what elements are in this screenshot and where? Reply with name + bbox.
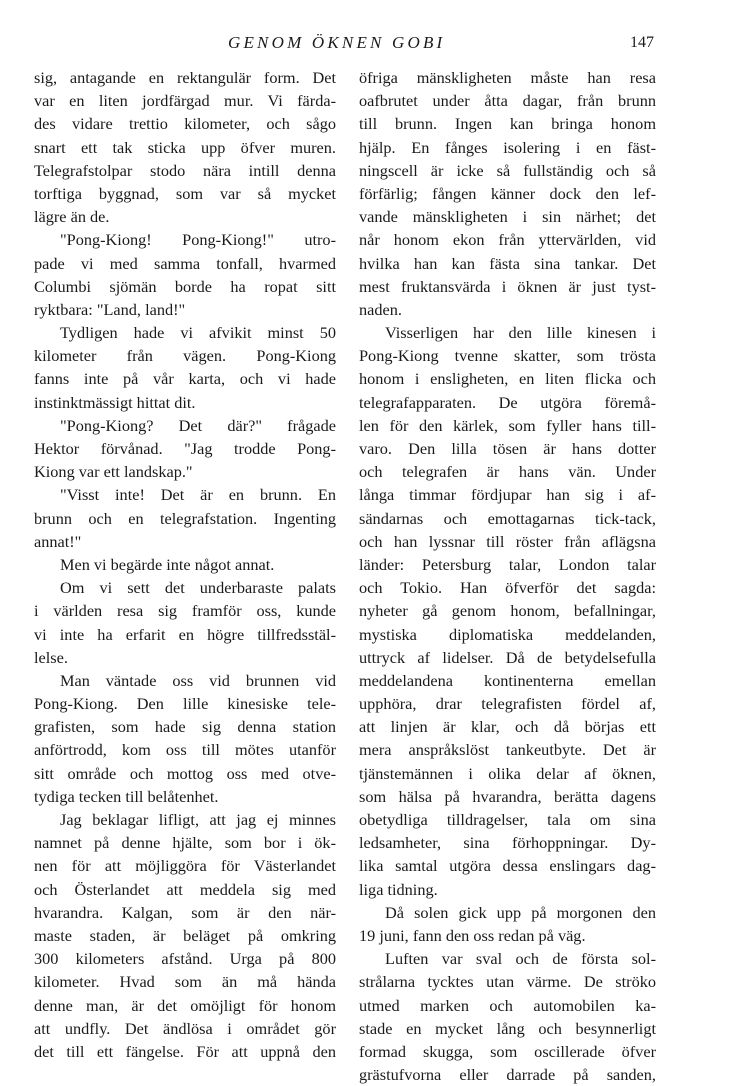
text-line: hvilka han kan fästa sina tankar. Det (359, 253, 656, 273)
text-line: varo. Den lilla tösen är hans dotter (359, 439, 656, 458)
text-line: lika samtal utgöra dessa enslingars dag- (359, 856, 656, 876)
text-line: det till ett fängelse. För att uppnå den (34, 1041, 336, 1061)
text-line: stade en mycket lång och besynnerligt (359, 1018, 656, 1038)
text-line: upphöra, drar telegrafisten fördel af, (359, 694, 656, 714)
text-line: Visserligen har den lille kinesen i (385, 323, 656, 343)
text-line: annat!" (34, 531, 82, 551)
left-column (34, 66, 336, 1063)
text-line: lägre än de. (34, 207, 110, 227)
text-line: kilometer. Hvad som än må hända (34, 972, 336, 992)
text-line: utmed marken och automobilen ka- (359, 995, 656, 1015)
text-line: Då solen gick upp på morgonen den (385, 902, 656, 922)
text-line: att linjen är klar, och då börjas ett (359, 717, 656, 737)
text-line: tydiga tecken till belåtenhet. (34, 786, 219, 806)
text-line: grafisten, som hade sig denna station (34, 717, 336, 737)
text-line: Om vi sett det underbaraste palats (60, 578, 336, 598)
text-line: honom i ensligheten, en liten flicka och (359, 369, 656, 389)
text-line: öfriga mänskligheten måste han resa (359, 68, 656, 87)
text-line: formad skugga, som oscillerade öfver (359, 1041, 656, 1061)
text-line: liga tidning. (359, 879, 438, 899)
text-line: i världen resa sig framför oss, kunde (34, 601, 336, 621)
text-line: länder: Petersburg talar, London talar (359, 554, 656, 574)
text-line: förfärlig; fången känner dock den lef- (359, 183, 656, 203)
text-line: Telegrafstolpar stodo nära intill denna (34, 160, 336, 180)
text-line: mera anspråkslöst tankeutbyte. Det är (359, 740, 656, 760)
text-line: "Visst inte! Det är en brunn. En (60, 485, 336, 505)
text-line: och Tokio. Han öfverför det sagda: (359, 578, 656, 598)
text-line: vande mänskligheten i sin närhet; det (359, 207, 656, 227)
text-line: 300 kilometers afstånd. Urga på 800 (34, 949, 336, 969)
text-line: strålarna tycktes utan värme. De strökо (359, 972, 656, 992)
text-line: når honom ekon från yttervärlden, vid (359, 230, 656, 250)
text-line: fanns inte på vår karta, och vi hade (34, 369, 336, 389)
text-line: nyheter gå genom honom, befallningar, (359, 601, 656, 621)
text-line: snart ett tak sticka upp öfver muren. (34, 137, 336, 157)
text-line: naden. (359, 299, 402, 319)
text-line: Pong-Kiong. Den lille kinesiske tele- (34, 694, 336, 714)
text-line: sitt område och mottog oss med otve- (34, 763, 336, 783)
text-line: nen för att möjliggöra för Västerlandet (34, 856, 336, 876)
text-line: "Pong-Kiong! Pong-Kiong!" utro- (60, 230, 336, 250)
running-title: GENOM ÖKNEN GOBI (228, 33, 446, 52)
text-line: tjänstemännen i olika delar af öknen, (359, 763, 656, 783)
text-line: Pong-Kiong tvenne skatter, som trösta (359, 346, 656, 366)
running-head (0, 33, 736, 57)
text-line: Luften var sval och de första sol- (385, 949, 656, 969)
text-line: kilometer från vägen. Pong-Kiong (34, 346, 336, 366)
text-line: ryktbara: "Land, land!" (34, 299, 186, 319)
text-line: meddelandena kontinenterna emellan (359, 670, 656, 690)
text-line: som hälsa på hvarandra, berätta dagens (359, 786, 656, 806)
text-line: att undfly. Det ändlösa i området gör (34, 1018, 336, 1038)
text-line: len för den kärlek, som fyller hans till- (359, 415, 656, 435)
text-line: instinktmässigt hittat dit. (34, 392, 196, 412)
text-line: torftiga byggnad, som var så mycket (34, 183, 336, 203)
text-line: des vidare trettio kilometer, och sågo (34, 114, 336, 134)
text-line: Columbi sjömän borde ha ropat sitt (34, 276, 336, 296)
text-line: mest fruktansvärda i öknen är just tyst- (359, 276, 656, 296)
text-line: Hektor förvånad. "Jag trodde Pong- (34, 439, 336, 458)
text-line: namnet på denne hjälte, som bor i ök- (34, 833, 336, 853)
text-line: Tydligen hade vi afvikit minst 50 (60, 323, 336, 343)
right-column (359, 66, 656, 1086)
text-line: pade vi med samma tonfall, hvarmed (34, 253, 336, 273)
page-number: 147 (630, 34, 654, 51)
text-line: brunn och en telegrafstation. Ingenting (34, 508, 336, 528)
text-line: 19 juni, fann den oss redan på väg. (359, 925, 586, 945)
text-line: och telegrafen är hans vän. Under (359, 462, 656, 482)
text-line: långa timmar fördjupar han sig i af- (359, 485, 656, 505)
text-line: lelse. (34, 647, 68, 667)
text-line: sig, antagande en rektangulär form. Det (34, 68, 336, 87)
text-line: anförtrodd, kom oss till mötes utanför (34, 740, 336, 760)
text-line: ledsamheter, sina förhoppningar. Dy- (359, 833, 656, 853)
text-line: vi inte ha erfarit en högre tillfredsstäl- (34, 624, 336, 644)
text-line: denne man, är det omöjligt för honom (34, 995, 336, 1015)
text-line: hvarandra. Kalgan, som är den när- (34, 902, 336, 922)
text-line: Jag beklagar lifligt, att jag ej minnes (60, 810, 336, 829)
text-line: mystiska diplomatiska meddelanden, (359, 624, 656, 644)
text-line: obetydliga tilldragelser, tala om sina (359, 810, 656, 829)
text-line: ningscell är icke så fullständig och så (359, 160, 656, 180)
text-line: telegrafapparaten. De utgöra föremå- (359, 392, 656, 412)
text-line: var en liten jordfärgad mur. Vi färda- (34, 91, 336, 111)
text-line: Men vi begärde inte något annat. (60, 554, 275, 574)
text-line: oafbrutet under åtta dagar, från brunn (359, 91, 656, 111)
text-line: maste staden, är beläget på omkring (34, 925, 336, 945)
text-line: och han lyssnar till röster från aflägsna (359, 531, 656, 551)
text-line: Kiong var ett landskap." (34, 462, 193, 482)
text-line: sändarnas och emottagarnas tick-tack, (359, 508, 656, 528)
text-line: grästufvorna eller darrade på sanden, (359, 1065, 656, 1085)
text-line: "Pong-Kiong? Det där?" frågade (60, 415, 336, 435)
text-line: hjälp. En fånges isolering i en fäst- (359, 137, 656, 157)
text-line: uttryck af lidelser. Då de betydelsefulla (359, 647, 656, 667)
text-line: till brunn. Ingen kan bringa honom (359, 114, 656, 134)
text-line: och Österlandet att meddela sig med (34, 879, 336, 899)
text-line: Man väntade oss vid brunnen vid (60, 670, 336, 690)
